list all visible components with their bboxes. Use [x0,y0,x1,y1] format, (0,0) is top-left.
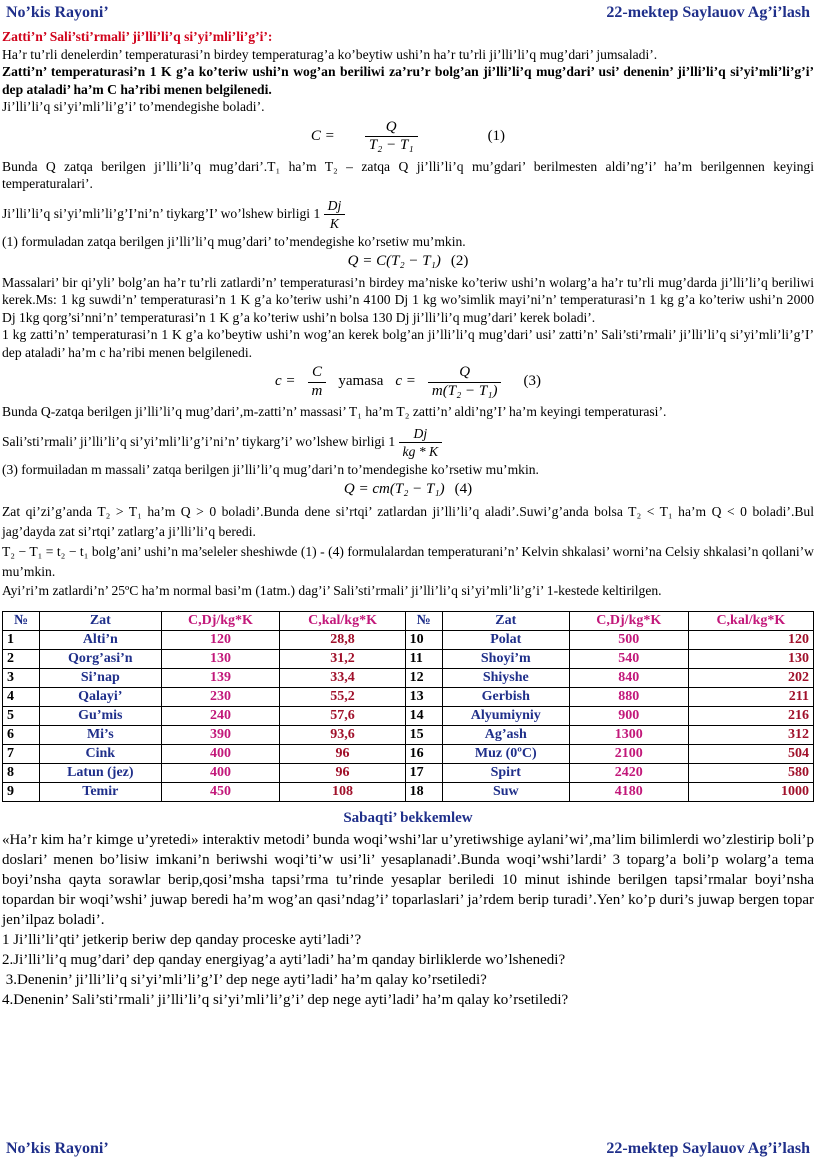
table-cell: 230 [161,688,280,707]
table-cell: 1300 [569,726,688,745]
formula-3-lhs2: c = [395,373,416,390]
table-cell: 1 [3,631,40,650]
unit-fraction-1 [324,197,346,233]
table-cell: 9 [3,783,40,802]
table-cell: 4 [3,688,40,707]
table-cell: Ag’ash [442,726,569,745]
formula-3-tag: (3) [523,373,541,390]
table-cell: 390 [161,726,280,745]
formula-3-fraction-1 [308,364,327,400]
table-cell: 450 [161,783,280,802]
paragraph-3: Ji’lli’li’q si’yi’mli’li’g’i’ to’mendegishe boladi’. [2,99,265,114]
footer-right: 22-mektep Saylauov Ag’i’lash [606,1140,810,1157]
footer-left: No’kis Rayoni’ [6,1140,109,1157]
paragraph-7: Massalari’ bir qi’yli’ bolg’an ha’r tu’rli zatlardi’n’ temperaturasi’n birdey ma’niske ko’teriw ushi’n wolarg’a ha’r tu’rli mug’darda ji’lli’li’q beriliwi kerek.Ms: 1 kg suwdi’n’ temperaturasi’n 1 K g’a ko’teriw ushi’n 4100 Dj 1 kg wo’simlik mayi’ni’n’ temperaturasi’n 1 kg g’a ko’teriw ushi’n 2000 Dj 1kg qorg’si’nni’n’ temperaturasi’n 1 K g’a ko’teriw ushi’n bolsa 130 Dj ji’lli’li’q mug’dari’ kerek boladi’. [2,274,814,325]
paragraph-14: Ayi’ri’m zatlardi’n’ 25ºC ha’m normal basi’m (1atm.) dag’i’ Sali’sti’rmali’ ji’lli’li’q si’yi’mli’li’g’i’ 1-kestede keltirilgen. [2,582,662,598]
table-cell: Si’nap [40,669,161,688]
definition-heat-capacity: Zatti’n’ temperaturasi’n 1 K g’a ko’teriw ushi’n wog’an beriliwi za’ru’r bolg’an ji’lli’li’q mug’dari’ usi’ denenin’ ji’lli’li’q si’yi’mli’li’g’i’ dep ataladi’ ha’m C ha’ribi menen belgilenedi. [2,64,814,97]
table-cell: Gerbish [442,688,569,707]
formula-2-expr: Q = C(T₂ − T₁) [347,253,441,269]
unit-1-den: K [329,216,339,231]
th-zat-1: Zat [40,612,161,631]
table-cell: 900 [569,707,688,726]
th-no-2: № [405,612,442,631]
table-cell: Alyumiyniy [442,707,569,726]
formula-1-tag: (1) [487,127,506,144]
formula-3-lhs1: c = [275,373,296,390]
paragraph-4: Bunda Q zatqa berilgen ji’lli’li’q mug’dari’.T₁ ha’m T₂ – zatqa Q ji’lli’li’q mu’gdari’ berilmesten aldi’ng’i’ ha’m berilgennen keyingi temperaturalari’. [2,158,814,191]
table-row [3,650,814,669]
table-cell: 400 [161,764,280,783]
table-cell: 57,6 [280,707,405,726]
question-1: 1 Ji’lli’li’qti’ jetkerip beriw dep qanday proceske ayti’ladi’? [2,931,362,948]
th-no-1: № [3,612,40,631]
formula-2 [2,253,814,271]
table-cell: 10 [405,631,442,650]
th-zat-2: Zat [442,612,569,631]
th-cdj-2: C,Dj/kg*K [569,612,688,631]
table-body [3,631,814,802]
table-row [3,726,814,745]
table-row [3,764,814,783]
table-row [3,745,814,764]
question-3: 3.Denenin’ ji’lli’li’q si’yi’mli’li’g’I’ dep nege ayti’ladi’ ha’m qalay ko’rsetiledi? [2,971,487,988]
table-cell: 2 [3,650,40,669]
document-body [2,28,814,1010]
table-cell: 28,8 [280,631,405,650]
table-cell: 504 [688,745,813,764]
page-header [6,2,810,24]
table-cell: 96 [280,745,405,764]
table-cell: 15 [405,726,442,745]
table-cell: 14 [405,707,442,726]
th-ckal-1: C,kal/kg*K [280,612,405,631]
table-row [3,783,814,802]
table-cell: 216 [688,707,813,726]
formula-1-lhs: C = [310,127,335,144]
paragraph-13: T₂ − T₁ = t₂ − t₁ bolg’ani’ ushi’n ma’seleler sheshiwde (1) - (4) formulalardan temperaturani’n’ Kelvin shkalasi’ worni’na Celsiy shkalasi’n qollani’w mu’mkin. [2,543,814,579]
table-cell: 31,2 [280,650,405,669]
table-cell: 8 [3,764,40,783]
table-cell: 6 [3,726,40,745]
th-cdj-1: C,Dj/kg*K [161,612,280,631]
table-cell: Qorg’asi’n [40,650,161,669]
table-cell: 130 [688,650,813,669]
th-ckal-2: C,kal/kg*K [688,612,813,631]
table-cell: Alti’n [40,631,161,650]
table-cell: Latun (jez) [40,764,161,783]
formula-3-fraction-2 [428,364,502,400]
table-cell: 880 [569,688,688,707]
table-cell: 312 [688,726,813,745]
paragraph-6: (1) formuladan zatqa berilgen ji’lli’li’q mug’dari’ to’mendegishe ko’rsetiw mu’mkin. [2,233,466,249]
table-cell: 96 [280,764,405,783]
table-cell: 13 [405,688,442,707]
table-cell: 11 [405,650,442,669]
table-cell: 3 [3,669,40,688]
table-cell: 2100 [569,745,688,764]
table-row [3,688,814,707]
table-cell: 16 [405,745,442,764]
paragraph-9: Bunda Q-zatqa berilgen ji’lli’li’q mug’dari’,m-zatti’n’ massasi’ T₁ ha’m T₂ zatti’n’ aldi’ng’I’ ha’m keyingi temperaturasi’. [2,404,667,419]
table-cell: 4180 [569,783,688,802]
table-cell: 2420 [569,764,688,783]
table-cell: Spirt [442,764,569,783]
table-cell: 5 [3,707,40,726]
table-cell: 120 [688,631,813,650]
header-right: 22-mektep Saylauov Ag’i’lash [606,4,810,21]
table-cell: 139 [161,669,280,688]
table-row [3,669,814,688]
paragraph-15: «Ha’r kim ha’r kimge u’yretedi» interaktiv metodi’ bunda woqi’wshi’lar u’yretiwshige aylani’wi’,ma’lim bilimlerdi wo’zlestirip boli’p doslari’ menen bo’lisiw imkani’n beriwshi woqi’ti’w usi’li’ yesaplanadi’.Bunda woqi’wshi’lardi’ 3 toparg’a boli’p wolarg’a tema boyi’nsha qayta sorawlar berip,qosi’msha tapsi’rma tu’rinde yesaplar beriledi 10 minut ishinde berilgen tapsi’rmalar boyi’nsha topardan bir woqi’wshi’ juwap beredi ha’m wog’an qasi’ndag’i’ toparlaslari’ ja’rdem berip turadi’.Yen’ ko’p duri’s juwap bergen topar jen’ilpaz boladi’. [2,831,814,928]
table-cell: Suw [442,783,569,802]
formula-1-num: Q [365,119,418,138]
table-cell: 580 [688,764,813,783]
question-4: 4.Denenin’ Sali’sti’rmali’ ji’lli’li’q si’yi’mli’li’g’i’ dep nege ayti’ladi’ ha’m qalay ko’rsetiledi? [2,991,569,1008]
formula-3-num1: C [308,364,327,383]
table-cell: 93,6 [280,726,405,745]
table-cell: 18 [405,783,442,802]
formula-1-den: T₂ − T₁ [368,137,414,153]
table-cell: 7 [3,745,40,764]
table-cell: 240 [161,707,280,726]
unit-line-2 [2,425,814,461]
unit-fraction-2 [399,425,443,461]
table-cell: Qalayi’ [40,688,161,707]
table-cell: Gu’mis [40,707,161,726]
formula-3-den1: m [311,382,323,399]
paragraph-1: Ha’r tu’rli denelerdin’ temperaturasi’n birdey temperaturag’a ko’beytiw ushi’n ha’r tu’rli ji’lli’li’q mug’dari’ jumsaladi’. [2,46,658,62]
unit-2-den: kg * K [402,444,439,459]
table-cell: 500 [569,631,688,650]
table-row [3,631,814,650]
table-cell: Muz (0ºC) [442,745,569,764]
paragraph-5: Ji’lli’li’q si’yi’mli’li’g’I’ni’n’ tiykarg’I’ wo’lshew birligi 1 [2,205,321,221]
table-cell: 108 [280,783,405,802]
table-cell: Polat [442,631,569,650]
specific-heat-table [2,611,814,802]
table-cell: 130 [161,650,280,669]
formula-1-fraction [365,119,418,155]
formula-3 [2,364,814,400]
formula-1 [2,119,814,155]
table-cell: 33,4 [280,669,405,688]
question-2: 2.Ji’lli’li’q mug’dari’ dep qanday energiyag’a ayti’ladi’ ha’m qanday birliklerde wo’lshenedi? [2,951,566,968]
table-cell: Shoyi’m [442,650,569,669]
section-heading: Zatti’n’ Sali’sti’rmali’ ji’lli’li’q si’yi’mli’li’g’i’: [2,29,273,44]
table-cell: 540 [569,650,688,669]
paragraph-8: 1 kg zatti’n’ temperaturasi’n 1 K g’a ko’beytiw ushi’n wog’an kerek bolg’an ji’lli’li’q mug’dari’ usi’ zatti’n’ Sali’sti’rmali’ ji’lli’li’q si’yi’mli’li’g’I’ dep ataladi’ ha’m c ha’ribi menen belgilenedi. [2,327,814,360]
table-cell: Shiyshe [442,669,569,688]
formula-3-den2: m(T₂ − T₁) [431,382,498,399]
table-cell: Cink [40,745,161,764]
formula-3-num2: Q [428,364,502,383]
unit-2-num: Dj [399,425,443,444]
table-cell: 17 [405,764,442,783]
table-cell: 211 [688,688,813,707]
paragraph-10: Sali’sti’rmali’ ji’lli’li’q si’yi’mli’li’g’i’ni’n’ tiykarg’i’ wo’lshew birligi 1 [2,433,396,449]
page-footer [6,1138,810,1160]
table-cell: Temir [40,783,161,802]
table-cell: 840 [569,669,688,688]
table-cell: 1000 [688,783,813,802]
formula-2-tag: (2) [450,253,469,269]
reinforcement-title: Sabaqti’ bekkemlew [343,810,473,826]
table-cell: 120 [161,631,280,650]
unit-1-num: Dj [324,197,346,216]
paragraph-11: (3) formuiladan m massali’ zatqa berilgen ji’lli’li’q mug’dari’n to’mendegishe ko’rsetiw mu’mkin. [2,461,539,477]
paragraph-12: Zat qi’zi’g’anda T₂ > T₁ ha’m Q > 0 boladi’.Bunda dene si’rtqi’ zatlardan ji’lli’li’q aladi’.Suwi’g’anda bolsa T₂ < T₁ ha’m Q < 0 boladi’.Bul jag’dayda zat si’rtqi’ zatlarg’a ji’lli’li’q beredi. [2,503,814,539]
formula-4 [2,481,814,499]
table-row [3,707,814,726]
table-cell: 12 [405,669,442,688]
table-cell: 400 [161,745,280,764]
unit-line-1 [2,197,814,233]
formula-4-expr: Q = cm(T₂ − T₁) [343,481,445,497]
table-cell: Mi’s [40,726,161,745]
table-cell: 55,2 [280,688,405,707]
formula-4-tag: (4) [454,481,473,497]
table-header-row [3,612,814,631]
table-cell: 202 [688,669,813,688]
formula-3-mid: yamasa [338,373,384,390]
header-left: No’kis Rayoni’ [6,4,109,21]
